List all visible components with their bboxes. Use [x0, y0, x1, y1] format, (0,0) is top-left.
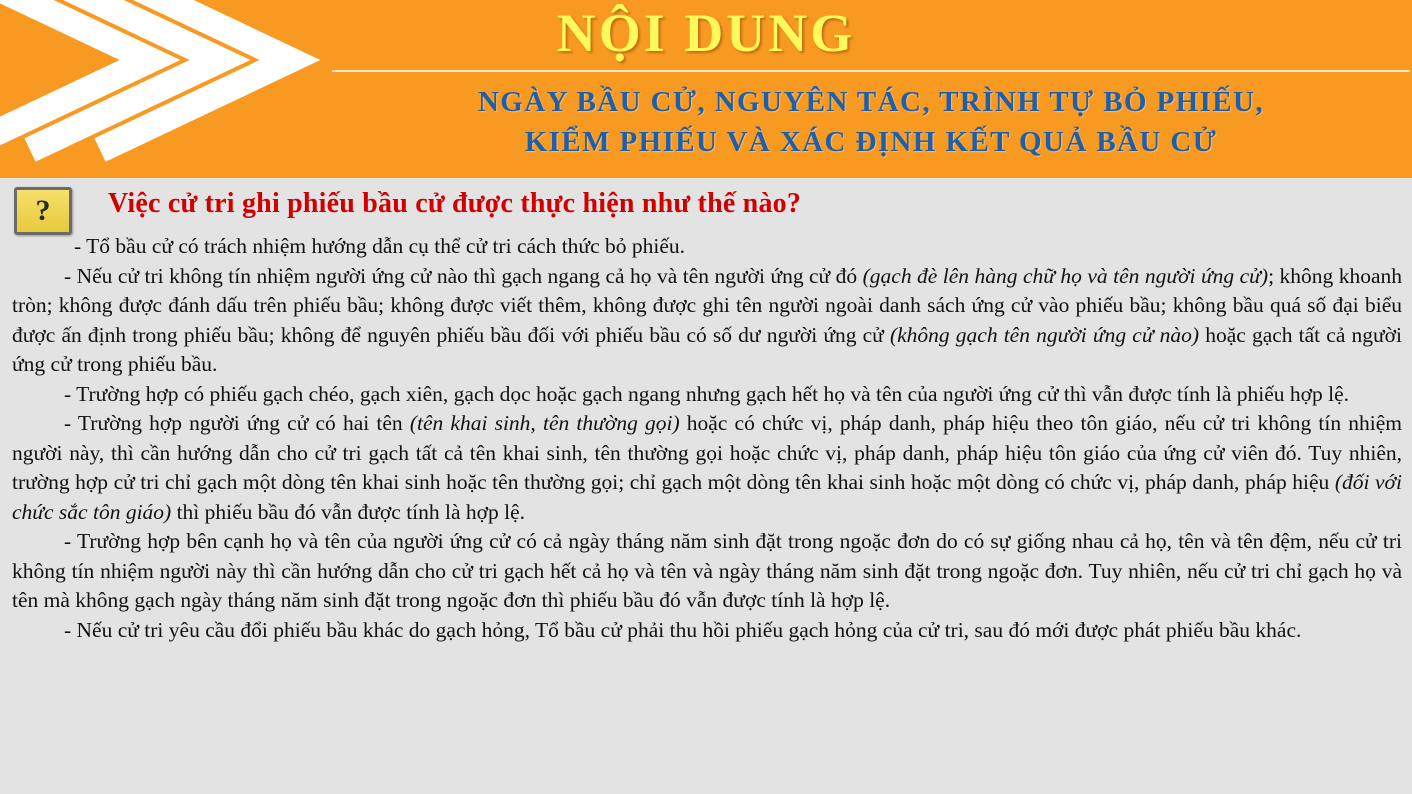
answer-paragraph: [12, 616, 1402, 646]
answer-paragraph: [12, 232, 1402, 262]
answer-paragraph: [12, 527, 1402, 616]
paragraph-run: hoặc gạch tất cả người ứng cử trong phiếu bầu.: [12, 322, 1402, 376]
answer-paragraph-list: [0, 232, 1412, 645]
paragraph-run-italic: (đối với chức sắc tôn giáo): [12, 470, 1402, 524]
question-heading: Việc cử tri ghi phiếu bầu cử được thực hiện như thế nào?: [108, 188, 802, 219]
paragraph-run: - Trường hợp có phiếu gạch chéo, gạch xiên, gạch dọc hoặc gạch ngang nhưng gạch hết họ và tên của người ứng cử thì vẫn được tính là phiếu hợp lệ.: [64, 381, 1350, 406]
question-mark-icon: ?: [14, 187, 72, 235]
slide-body: [0, 178, 1412, 794]
paragraph-run: - Tổ bầu cử có trách nhiệm hướng dẫn cụ thể cử tri cách thức bỏ phiếu.: [74, 234, 686, 258]
page-subtitle-line-2: KIỂM PHIẾU VÀ XÁC ĐỊNH KẾT QUẢ BẦU CỬ: [524, 126, 1218, 158]
paragraph-run: - Nếu cử tri không tín nhiệm người ứng cử nào thì gạch ngang cả họ và tên người ứng cử đó: [64, 263, 863, 288]
page-title: NỘI DUNG: [556, 3, 856, 63]
header-divider: [332, 70, 1410, 72]
paragraph-run: - Trường hợp bên cạnh họ và tên của người ứng cử có cả ngày tháng năm sinh đặt trong ngoặc đơn do có sự giống nhau cả họ, tên và tên đệm, nếu cử tri không tín nhiệm người này thì cần hướng dẫn cho cử tri gạch hết cả họ và tên và ngày tháng năm sinh đặt trong ngoặc đơn. Tuy nhiên, nếu cử tri chỉ gạch họ và tên mà không gạch ngày tháng năm sinh đặt trong ngoặc đơn thì phiếu bầu đó vẫn được tính là hợp lệ.: [12, 529, 1402, 612]
paragraph-run-italic: (không gạch tên người ứng cử nào): [889, 322, 1200, 347]
answer-paragraph: [12, 262, 1402, 380]
answer-paragraph: [12, 380, 1402, 410]
paragraph-run-italic: (tên khai sinh, tên thường gọi): [409, 411, 680, 435]
question-row: [0, 178, 1412, 232]
page-subtitle-line-1: NGÀY BẦU CỬ, NGUYÊN TÁC, TRÌNH TỰ BỎ PHIẾU,: [477, 86, 1265, 118]
paragraph-run: - Nếu cử tri yêu cầu đổi phiếu bầu khác do gạch hỏng, Tổ bầu cử phải thu hồi phiếu gạch hỏng của cử tri, sau đó mới được phát phiếu bầu khác.: [64, 617, 1302, 642]
paragraph-run: hoặc có chức vị, pháp danh, pháp hiệu theo tôn giáo, nếu cử tri không tín nhiệm người này, thì cần hướng dẫn cho cử tri gạch tất cả tên khai sinh, tên thường gọi hoặc chức vị, pháp danh, pháp hiệu tôn giáo của ứng cử viên đó. Tuy nhiên, trường hợp cử tri chỉ gạch một dòng tên khai sinh hoặc tên thường gọi; chỉ gạch một dòng tên khai sinh hoặc một dòng có chức vị, pháp danh, pháp hiệu: [12, 411, 1403, 494]
paragraph-run: - Trường hợp người ứng cử có hai tên: [64, 411, 410, 435]
answer-paragraph: [12, 409, 1402, 527]
paragraph-run: ; không khoanh tròn; không được đánh dấu trên phiếu bầu; không được viết thêm, không được ghi tên người ngoài danh sách ứng cử vào phiếu bầu; không bầu quá số đại biểu được ấn định trong phiếu bầu; không để nguyên phiếu bầu đối với phiếu bầu có số dư người ứng cử: [12, 263, 1402, 347]
paragraph-run: thì phiếu bầu đó vẫn được tính là hợp lệ.: [171, 499, 526, 524]
paragraph-run-italic: (gạch đè lên hàng chữ họ và tên người ứng cử): [862, 263, 1269, 288]
slide-header: [0, 0, 1412, 178]
page-subtitle: [330, 82, 1412, 162]
